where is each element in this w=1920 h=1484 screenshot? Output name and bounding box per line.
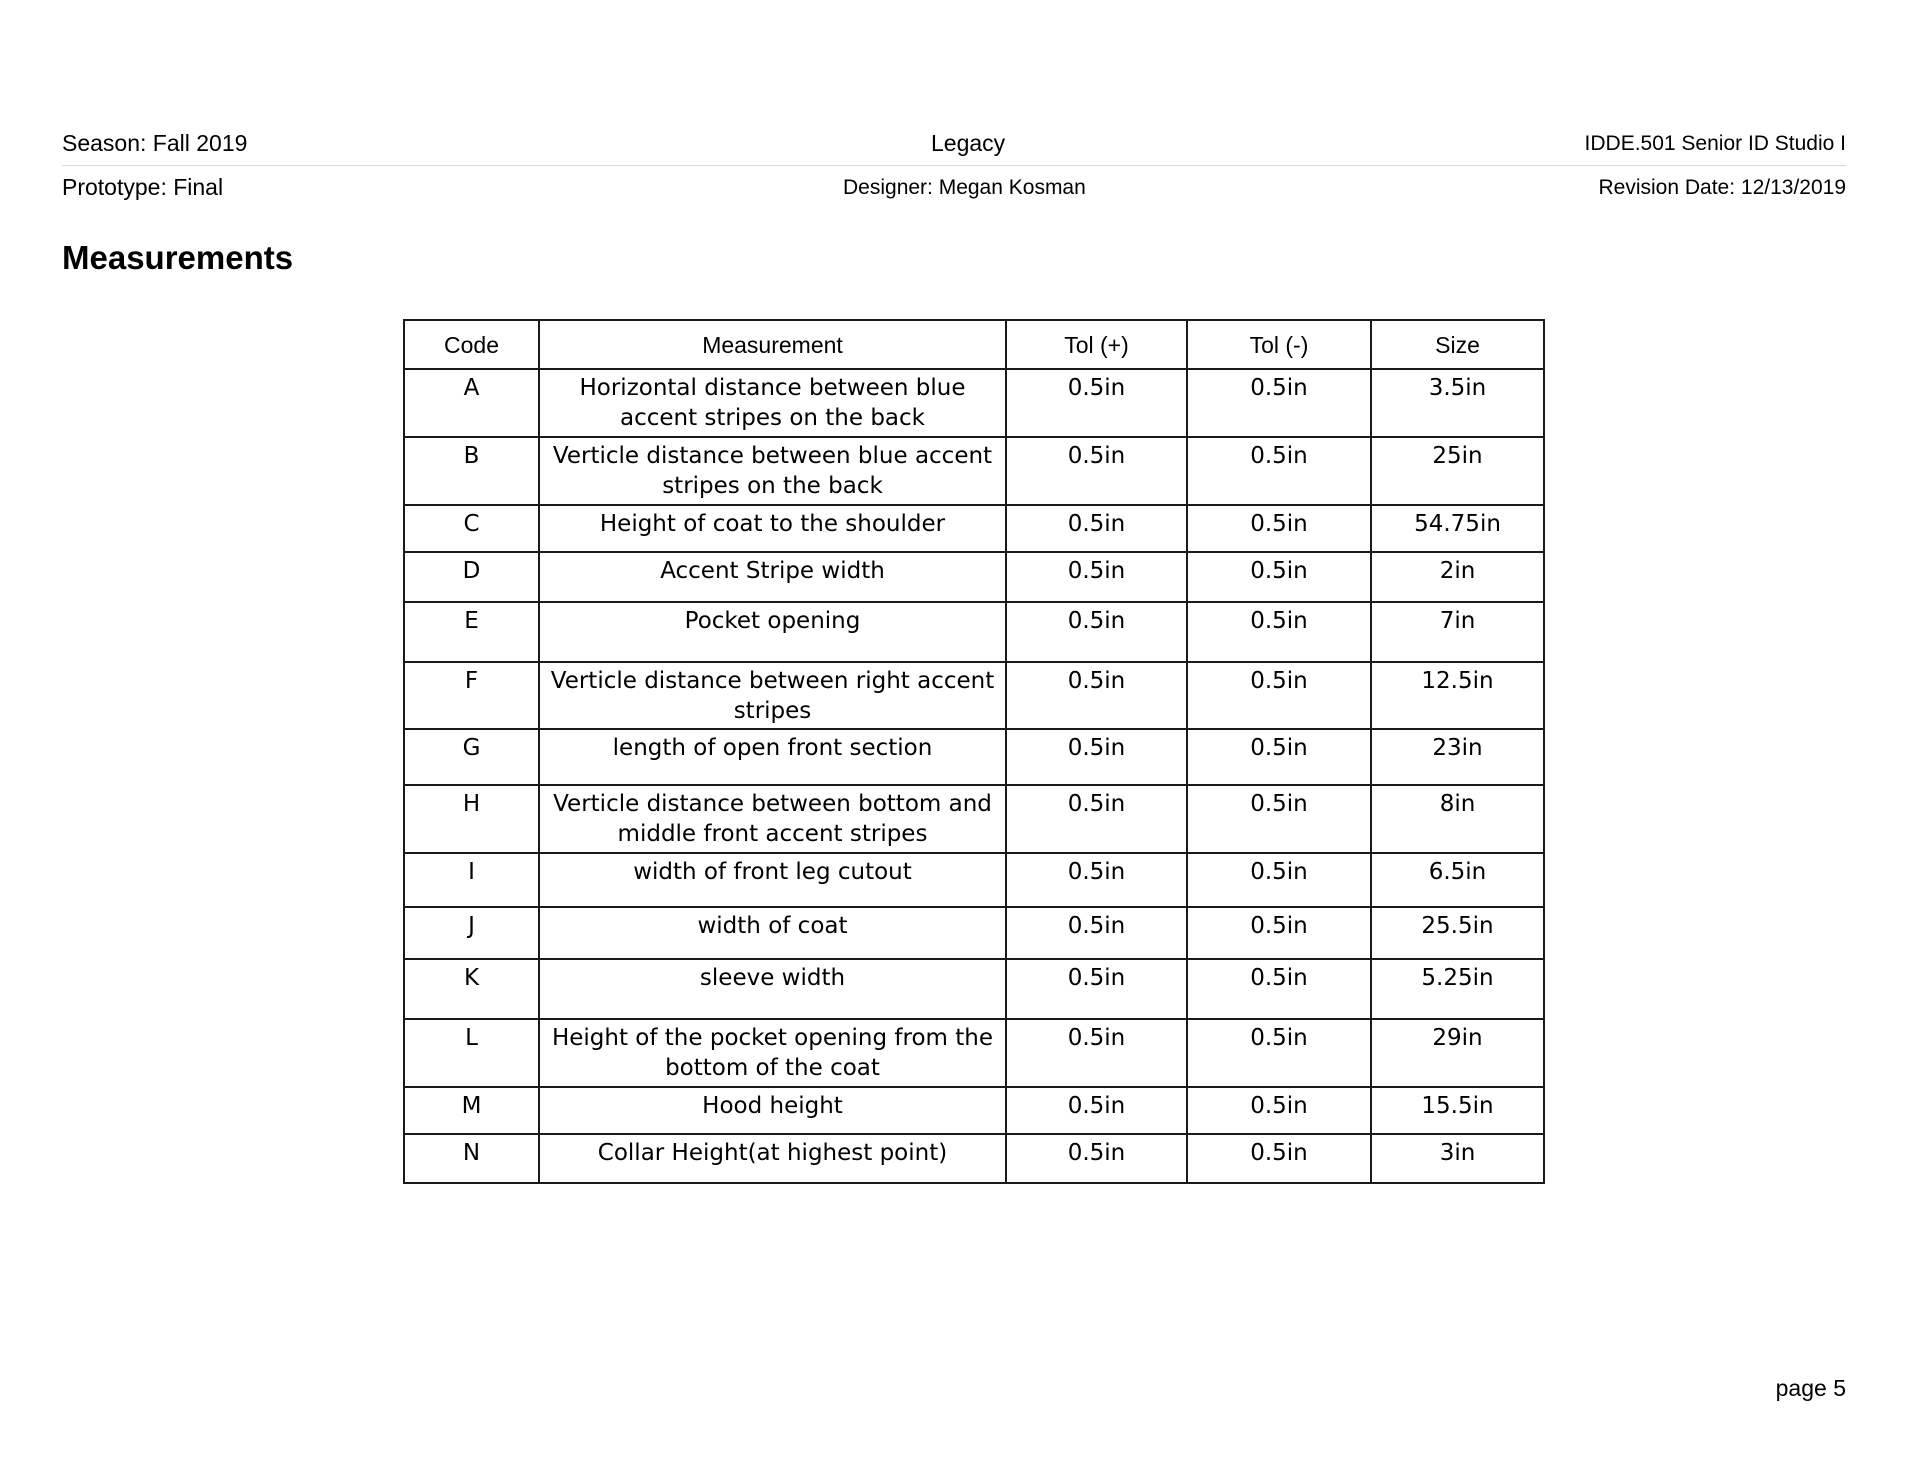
table-row — [404, 369, 1544, 437]
tol-plus-cell: 0.5in — [1006, 1019, 1187, 1087]
prototype-label: Prototype: Final — [62, 174, 224, 200]
code-cell: M — [404, 1087, 539, 1134]
course-label: IDDE.501 Senior ID Studio I — [1584, 132, 1846, 155]
table-row — [404, 785, 1544, 853]
table-row — [404, 662, 1544, 729]
tol-minus-cell: 0.5in — [1187, 1019, 1371, 1087]
tol-plus-cell: 0.5in — [1006, 785, 1187, 853]
table-row — [404, 602, 1544, 662]
code-cell: B — [404, 437, 539, 505]
tol-minus-cell: 0.5in — [1187, 907, 1371, 959]
size-cell: 12.5in — [1371, 662, 1544, 729]
measurement-cell: Accent Stripe width — [539, 552, 1006, 602]
code-cell: A — [404, 369, 539, 437]
code-cell: F — [404, 662, 539, 729]
tol-minus-cell: 0.5in — [1187, 602, 1371, 662]
measurement-cell: width of coat — [539, 907, 1006, 959]
tol-plus-cell: 0.5in — [1006, 907, 1187, 959]
tol-minus-cell: 0.5in — [1187, 785, 1371, 853]
tol-plus-cell: 0.5in — [1006, 853, 1187, 907]
designer-label: Designer: Megan Kosman — [843, 176, 1086, 199]
column-header-tol-minus: Tol (-) — [1187, 320, 1371, 369]
code-cell: J — [404, 907, 539, 959]
tol-minus-cell: 0.5in — [1187, 437, 1371, 505]
header-divider — [62, 165, 1846, 166]
tol-minus-cell: 0.5in — [1187, 729, 1371, 785]
tol-plus-cell: 0.5in — [1006, 369, 1187, 437]
size-cell: 8in — [1371, 785, 1544, 853]
size-cell: 3.5in — [1371, 369, 1544, 437]
tol-minus-cell: 0.5in — [1187, 1087, 1371, 1134]
season-label: Season: Fall 2019 — [62, 130, 248, 156]
tol-plus-cell: 0.5in — [1006, 602, 1187, 662]
code-cell: D — [404, 552, 539, 602]
size-cell: 15.5in — [1371, 1087, 1544, 1134]
size-cell: 23in — [1371, 729, 1544, 785]
size-cell: 2in — [1371, 552, 1544, 602]
tol-plus-cell: 0.5in — [1006, 662, 1187, 729]
measurement-cell: Verticle distance between blue accent stripes on the back — [539, 437, 1006, 505]
tol-plus-cell: 0.5in — [1006, 1087, 1187, 1134]
measurement-cell: Height of coat to the shoulder — [539, 505, 1006, 552]
size-cell: 25in — [1371, 437, 1544, 505]
measurement-cell: Height of the pocket opening from the bottom of the coat — [539, 1019, 1006, 1087]
code-cell: N — [404, 1134, 539, 1183]
table-row — [404, 1019, 1544, 1087]
code-cell: I — [404, 853, 539, 907]
size-cell: 7in — [1371, 602, 1544, 662]
section-title: Measurements — [62, 239, 294, 276]
measurement-cell: Pocket opening — [539, 602, 1006, 662]
measurement-cell: width of front leg cutout — [539, 853, 1006, 907]
size-cell: 3in — [1371, 1134, 1544, 1183]
measurement-cell: Collar Height(at highest point) — [539, 1134, 1006, 1183]
tol-plus-cell: 0.5in — [1006, 729, 1187, 785]
code-cell: K — [404, 959, 539, 1019]
tol-minus-cell: 0.5in — [1187, 552, 1371, 602]
code-cell: L — [404, 1019, 539, 1087]
table-row — [404, 853, 1544, 907]
table-row — [404, 907, 1544, 959]
tol-minus-cell: 0.5in — [1187, 369, 1371, 437]
table-row — [404, 1087, 1544, 1134]
measurement-cell: Verticle distance between bottom and middle front accent stripes — [539, 785, 1006, 853]
tol-minus-cell: 0.5in — [1187, 505, 1371, 552]
document-title: Legacy — [931, 130, 1006, 156]
table-header-row — [404, 320, 1544, 369]
measurement-cell: Horizontal distance between blue accent stripes on the back — [539, 369, 1006, 437]
size-cell: 25.5in — [1371, 907, 1544, 959]
code-cell: G — [404, 729, 539, 785]
table-row — [404, 552, 1544, 602]
revision-date-label: Revision Date: 12/13/2019 — [1598, 176, 1846, 199]
table-row — [404, 437, 1544, 505]
code-cell: E — [404, 602, 539, 662]
size-cell: 54.75in — [1371, 505, 1544, 552]
size-cell: 6.5in — [1371, 853, 1544, 907]
table-row — [404, 959, 1544, 1019]
column-header-size: Size — [1371, 320, 1544, 369]
table-row — [404, 1134, 1544, 1183]
tol-minus-cell: 0.5in — [1187, 662, 1371, 729]
code-cell: C — [404, 505, 539, 552]
tol-plus-cell: 0.5in — [1006, 1134, 1187, 1183]
table-row — [404, 729, 1544, 785]
code-cell: H — [404, 785, 539, 853]
tol-plus-cell: 0.5in — [1006, 505, 1187, 552]
measurement-cell: length of open front section — [539, 729, 1006, 785]
measurement-cell: Hood height — [539, 1087, 1006, 1134]
tol-plus-cell: 0.5in — [1006, 959, 1187, 1019]
tol-minus-cell: 0.5in — [1187, 853, 1371, 907]
table-row — [404, 505, 1544, 552]
column-header-code: Code — [404, 320, 539, 369]
measurement-cell: Verticle distance between right accent stripes — [539, 662, 1006, 729]
tol-plus-cell: 0.5in — [1006, 437, 1187, 505]
column-header-measurement: Measurement — [539, 320, 1006, 369]
measurement-cell: sleeve width — [539, 959, 1006, 1019]
tol-plus-cell: 0.5in — [1006, 552, 1187, 602]
tol-minus-cell: 0.5in — [1187, 1134, 1371, 1183]
tol-minus-cell: 0.5in — [1187, 959, 1371, 1019]
page-number: page 5 — [1775, 1375, 1846, 1401]
column-header-tol-plus: Tol (+) — [1006, 320, 1187, 369]
measurements-table — [403, 319, 1545, 1184]
size-cell: 29in — [1371, 1019, 1544, 1087]
size-cell: 5.25in — [1371, 959, 1544, 1019]
